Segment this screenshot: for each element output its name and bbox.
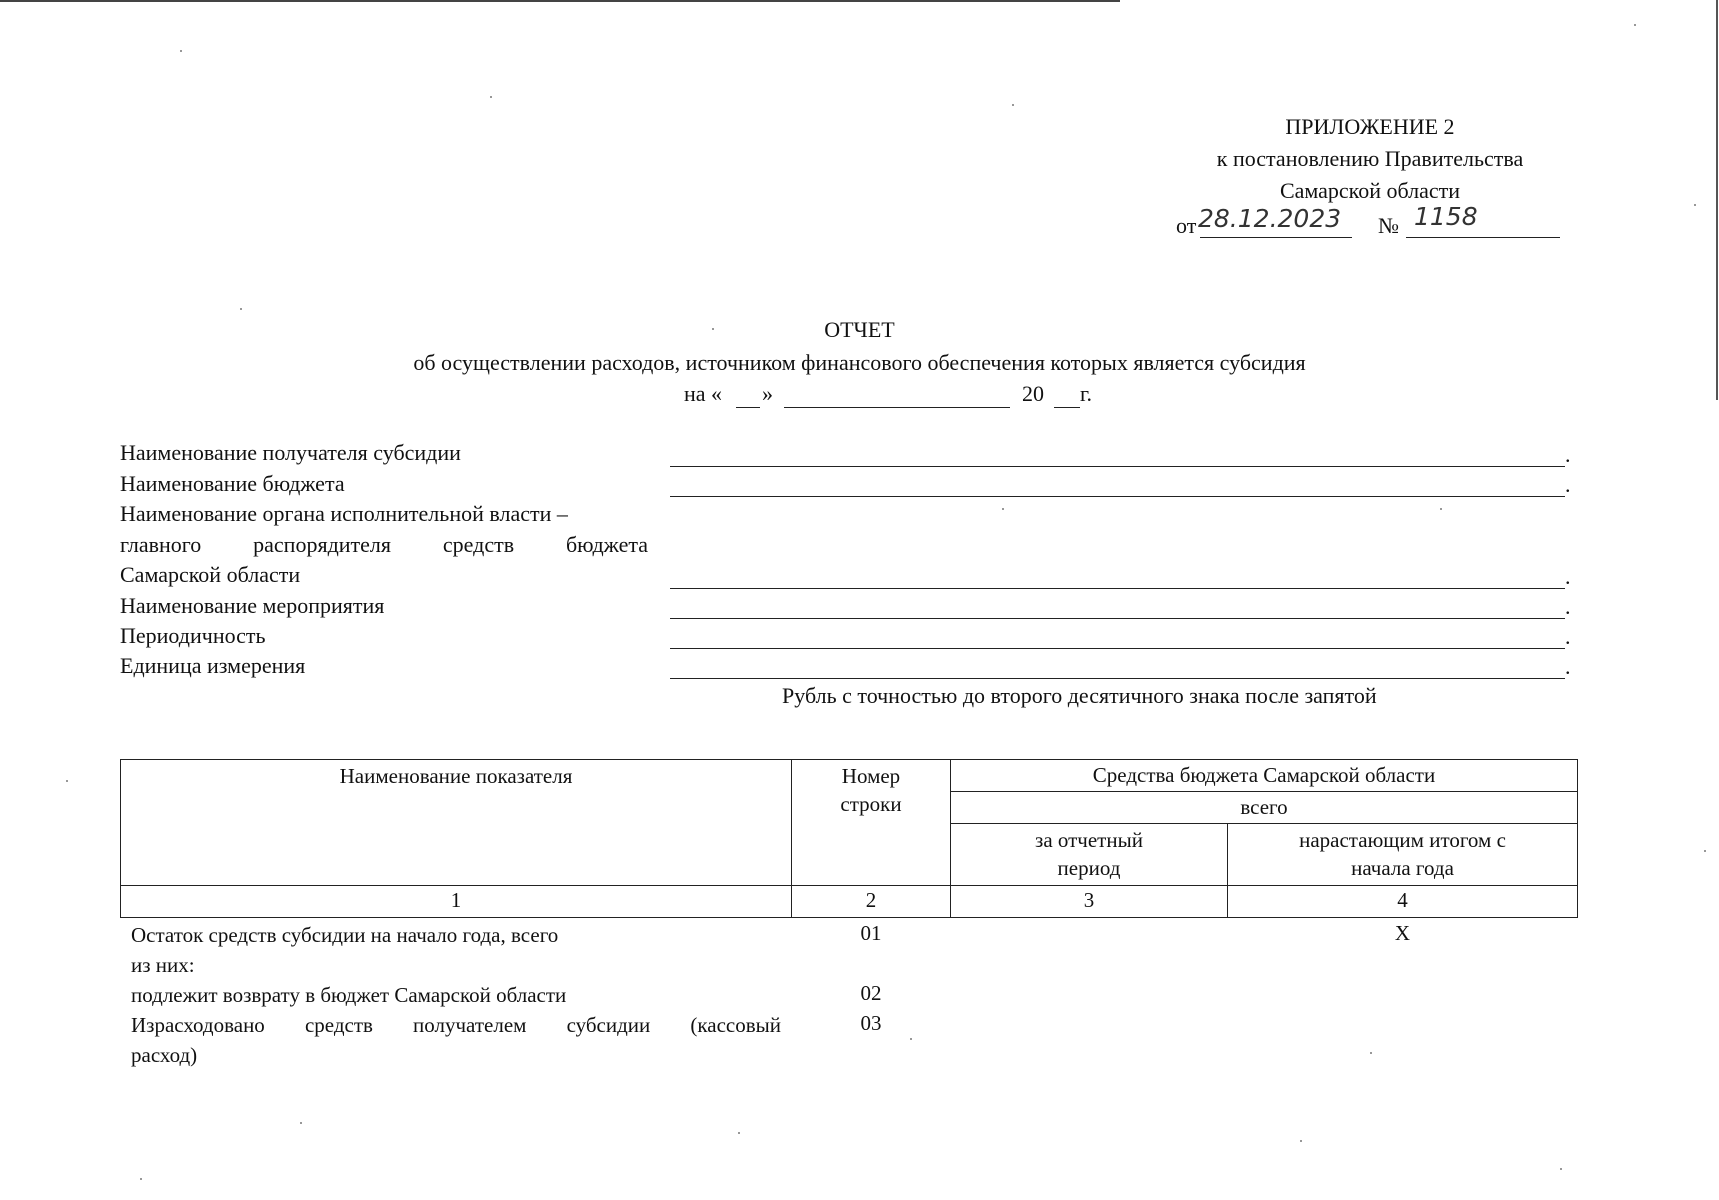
field-recipient-dot: .: [1565, 442, 1571, 467]
field-authority-dot: .: [1565, 564, 1571, 589]
field-authority-label-3: Самарской области: [120, 562, 301, 587]
table-header-period-l1: за отчетный: [1035, 828, 1143, 852]
day-blank: [736, 407, 760, 408]
report-title: ОТЧЕТ: [824, 317, 895, 342]
scan-speck: [180, 50, 182, 52]
handwritten-number: 1158: [1414, 202, 1478, 231]
appendix-line2: Самарской области: [1279, 178, 1461, 203]
field-budget-dot: .: [1565, 472, 1571, 497]
scan-speck: [1704, 850, 1706, 852]
table-header-cumulative-l2: начала года: [1351, 856, 1454, 880]
table-header-cumulative-l1: нарастающим итогом с: [1299, 828, 1506, 852]
table-header-name: [120, 759, 792, 886]
scan-speck: [66, 780, 68, 782]
scan-speck: [910, 1038, 912, 1040]
field-event-label: Наименование мероприятия: [120, 593, 385, 618]
scan-speck: [1012, 104, 1014, 106]
table-header-number-l2: строки: [840, 792, 902, 816]
unit-note: Рубль с точностью до второго десятичного знака после запятой: [782, 683, 1377, 708]
field-authority-line: [670, 588, 1565, 589]
field-authority-label-2: главного распорядителя средств бюджета: [120, 532, 648, 557]
appendix-title: ПРИЛОЖЕНИЕ 2: [1285, 114, 1455, 139]
row-03-code: 03: [860, 1011, 882, 1035]
table-header-name-text: Наименование показателя: [339, 764, 573, 788]
scan-speck: [1370, 1052, 1372, 1054]
table-header-cumulative: [1227, 823, 1578, 886]
table-index-1: 1: [120, 885, 792, 918]
field-unit-label: Единица измерения: [120, 653, 306, 678]
field-budget-line: [670, 496, 1565, 497]
table-header-number: [791, 759, 951, 886]
field-event-line: [670, 618, 1565, 619]
scan-speck: [1634, 24, 1636, 26]
scan-speck: [1300, 1140, 1302, 1142]
month-blank: [784, 407, 1010, 408]
scan-speck: [300, 1122, 302, 1124]
date-prefix: от: [1176, 213, 1197, 238]
field-unit-dot: .: [1565, 654, 1571, 679]
field-recipient-label: Наименование получателя субсидии: [120, 440, 461, 465]
scan-speck: [490, 96, 492, 98]
row-02-code: 02: [860, 981, 882, 1005]
row-02-name: подлежит возврату в бюджет Самарской области: [131, 983, 567, 1007]
date-quote-close: »: [762, 381, 773, 406]
scan-speck: [1440, 508, 1442, 510]
field-periodicity-label: Периодичность: [120, 623, 266, 648]
scan-top-edge: [0, 0, 1120, 2]
row-01-col4: X: [1394, 921, 1411, 945]
year-blank: [1054, 407, 1080, 408]
row-03-name: Израсходовано средств получателем субсидии (кассовый: [131, 1013, 781, 1037]
table-index-4: 4: [1227, 885, 1578, 918]
scan-speck: [1694, 204, 1696, 206]
date-na: на «: [684, 381, 723, 406]
table-header-funds: [950, 759, 1578, 792]
date-underline: [1200, 237, 1352, 238]
scan-speck: [738, 1132, 740, 1134]
row-01-name: Остаток средств субсидии на начало года, всего: [131, 923, 559, 947]
table-header-period: [950, 823, 1228, 886]
number-sign: №: [1378, 213, 1399, 238]
field-recipient-line: [670, 466, 1565, 467]
scan-speck: [1560, 1168, 1562, 1170]
report-date-row: [684, 380, 1104, 412]
field-periodicity-line: [670, 648, 1565, 649]
field-periodicity-dot: .: [1565, 624, 1571, 649]
row-03-name-cont: расход): [131, 1043, 198, 1067]
date-g: г.: [1080, 381, 1093, 406]
table-header-number-l1: Номер: [841, 764, 901, 788]
table-header-funds-text: Средства бюджета Самарской области: [1092, 763, 1436, 787]
field-budget-label: Наименование бюджета: [120, 471, 345, 496]
table-header-period-l2: период: [1057, 856, 1121, 880]
scan-speck: [140, 1178, 142, 1180]
field-event-dot: .: [1565, 594, 1571, 619]
appendix-date-row: [1176, 200, 1576, 240]
table-index-3: 3: [950, 885, 1228, 918]
scan-speck: [712, 328, 714, 330]
handwritten-date: 28.12.2023: [1198, 204, 1342, 233]
table-header-total: [950, 791, 1578, 824]
report-subtitle: об осуществлении расходов, источником финансового обеспечения которых является субсидия: [413, 350, 1306, 375]
table-header-total-text: всего: [1240, 795, 1288, 819]
row-subhead-name: из них:: [131, 953, 195, 977]
field-authority-label-1: Наименование органа исполнительной власти –: [120, 501, 568, 526]
row-01-code: 01: [860, 921, 882, 945]
appendix-line1: к постановлению Правительства: [1216, 146, 1524, 171]
table-index-2: 2: [791, 885, 951, 918]
field-unit-line: [670, 678, 1565, 679]
date-year: 20: [1022, 381, 1044, 406]
scan-speck: [1002, 508, 1004, 510]
scan-speck: [240, 308, 242, 310]
number-underline: [1406, 237, 1560, 238]
